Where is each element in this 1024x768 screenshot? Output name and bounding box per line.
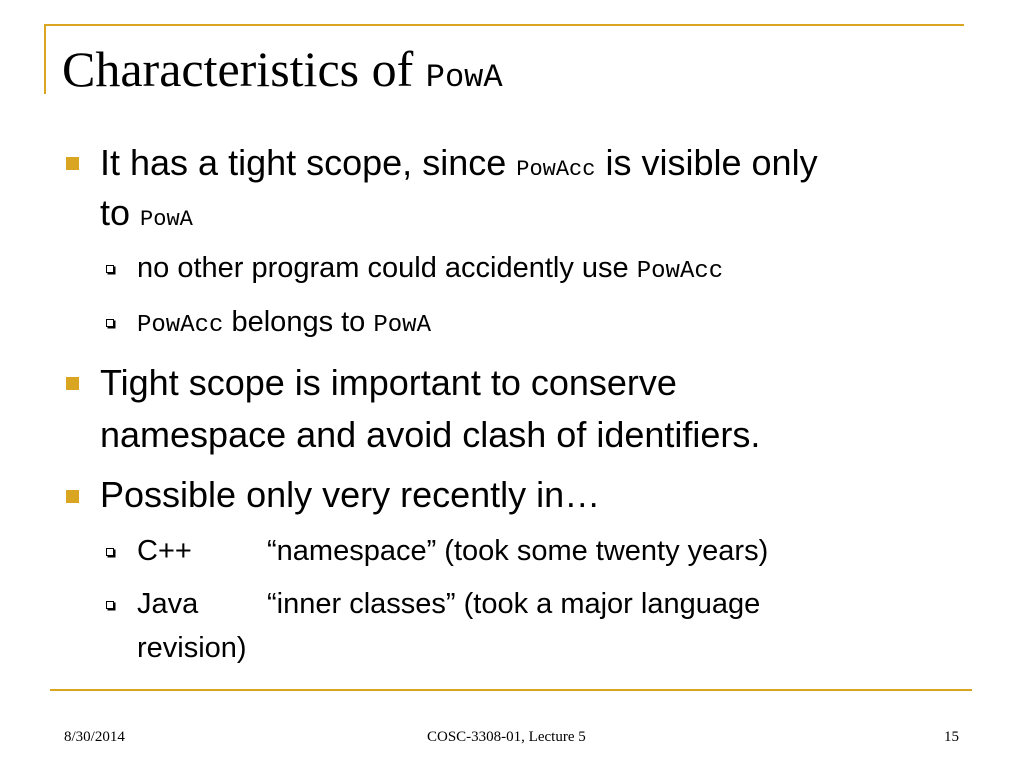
bullet-3: Possible only very recently in… (100, 474, 601, 515)
bullet-square-icon (66, 377, 79, 390)
title-text: Characteristics of (62, 41, 414, 97)
bullet-3-sub-2-line-2: revision) (137, 632, 247, 664)
bullet-1-code: PowAcc (516, 157, 596, 182)
sub-bullet-box-icon (106, 601, 114, 609)
title-frame-top-line (44, 24, 964, 26)
sub-bullet-box-icon (106, 319, 114, 327)
bullet-2-line-1: Tight scope is important to conserve (100, 362, 677, 403)
bullet-1-sub-2 (137, 302, 431, 346)
bullet-2-line-2: namespace and avoid clash of identifiers. (100, 414, 761, 455)
footer-course: COSC-3308-01, Lecture 5 (427, 729, 586, 745)
bullet-1-sub-1 (137, 248, 723, 292)
sub-2-code-2: PowA (373, 312, 431, 339)
footer-page-number: 15 (944, 729, 959, 745)
bullet-1-line-2-text: to (100, 192, 131, 233)
sub-3-2-desc: “inner classes” (took a major language (267, 588, 761, 620)
bullet-3-sub-2 (137, 584, 760, 624)
sub-bullet-box-icon (106, 548, 114, 556)
bullet-1-tail: is visible only (605, 142, 818, 183)
title-frame-left-line (44, 24, 46, 94)
footer-rule (50, 689, 972, 691)
bullet-1-line-1 (100, 139, 818, 194)
bullet-square-icon (66, 490, 79, 503)
bullet-1-text: It has a tight scope, since (100, 142, 507, 183)
sub-bullet-box-icon (106, 265, 114, 273)
footer-date: 8/30/2014 (64, 729, 125, 745)
sub-3-1-lang: C++ (137, 535, 192, 567)
bullet-1-line-2 (100, 189, 193, 244)
sub-3-1-desc: “namespace” (took some twenty years) (267, 535, 769, 567)
sub-1-text: no other program could accidently use (137, 252, 629, 284)
sub-1-code: PowAcc (636, 258, 724, 285)
title-code: PowA (425, 59, 503, 96)
sub-2-text: belongs to (231, 306, 366, 338)
bullet-3-sub-1 (137, 531, 768, 571)
bullet-1-line-2-code: PowA (140, 207, 193, 232)
slide-title (62, 42, 503, 97)
bullet-square-icon (66, 157, 79, 170)
sub-3-2-lang: Java (137, 588, 199, 620)
sub-2-code: PowAcc (137, 312, 224, 339)
